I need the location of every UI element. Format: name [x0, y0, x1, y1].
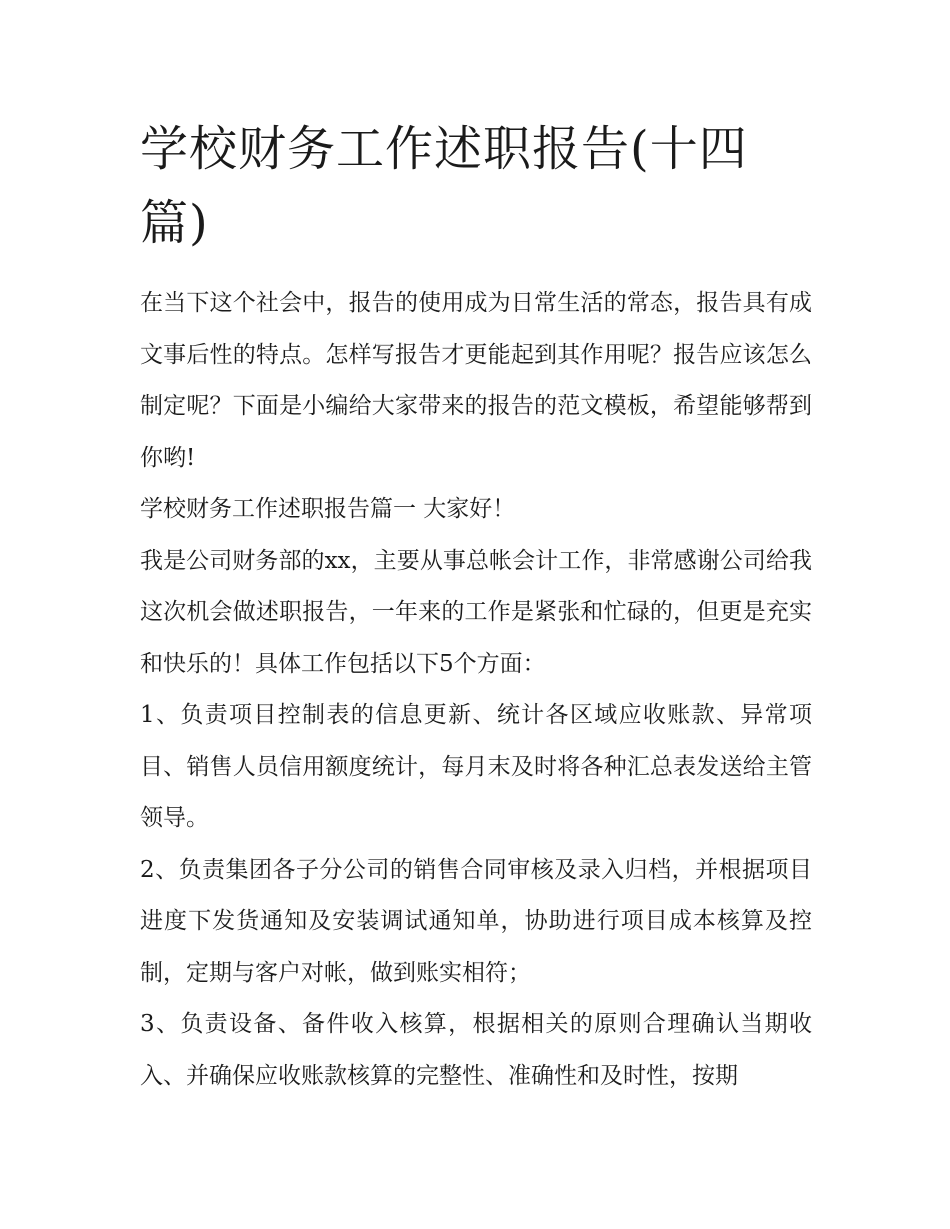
self-introduction-paragraph: 我是公司财务部的xx，主要从事总帐会计工作，非常感谢公司给我这次机会做述职报告，一年来的工作是紧张和忙碌的，但更是充实和快乐的！具体工作包括以下5个方面：	[140, 547, 812, 677]
document-page	[140, 112, 812, 1102]
intro-paragraph: 在当下这个社会中，报告的使用成为日常生活的常态，报告具有成文事后性的特点。怎样写报告才更能起到其作用呢？报告应该怎么制定呢？下面是小编给大家带来的报告的范文模板，希望能够帮到你哟!	[140, 290, 812, 471]
section-heading-paragraph: 学校财务工作述职报告篇一 大家好！	[140, 496, 516, 522]
duty-item-1: 1、负责项目控制表的信息更新、统计各区域应收账款、异常项目、销售人员信用额度统计，每月末及时将各种汇总表发送给主管领导。	[140, 702, 812, 831]
document-title: 学校财务工作述职报告(十四篇)	[140, 121, 748, 251]
duty-item-3: 3、负责设备、备件收入核算，根据相关的原则合理确认当期收入、并确保应收账款核算的完整性、准确性和及时性，按期	[140, 1011, 812, 1089]
duty-item-2: 2、负责集团各子分公司的销售合同审核及录入归档，并根据项目进度下发货通知及安装调试通知单，协助进行项目成本核算及控制，定期与客户对帐，做到账实相符；	[140, 856, 812, 986]
